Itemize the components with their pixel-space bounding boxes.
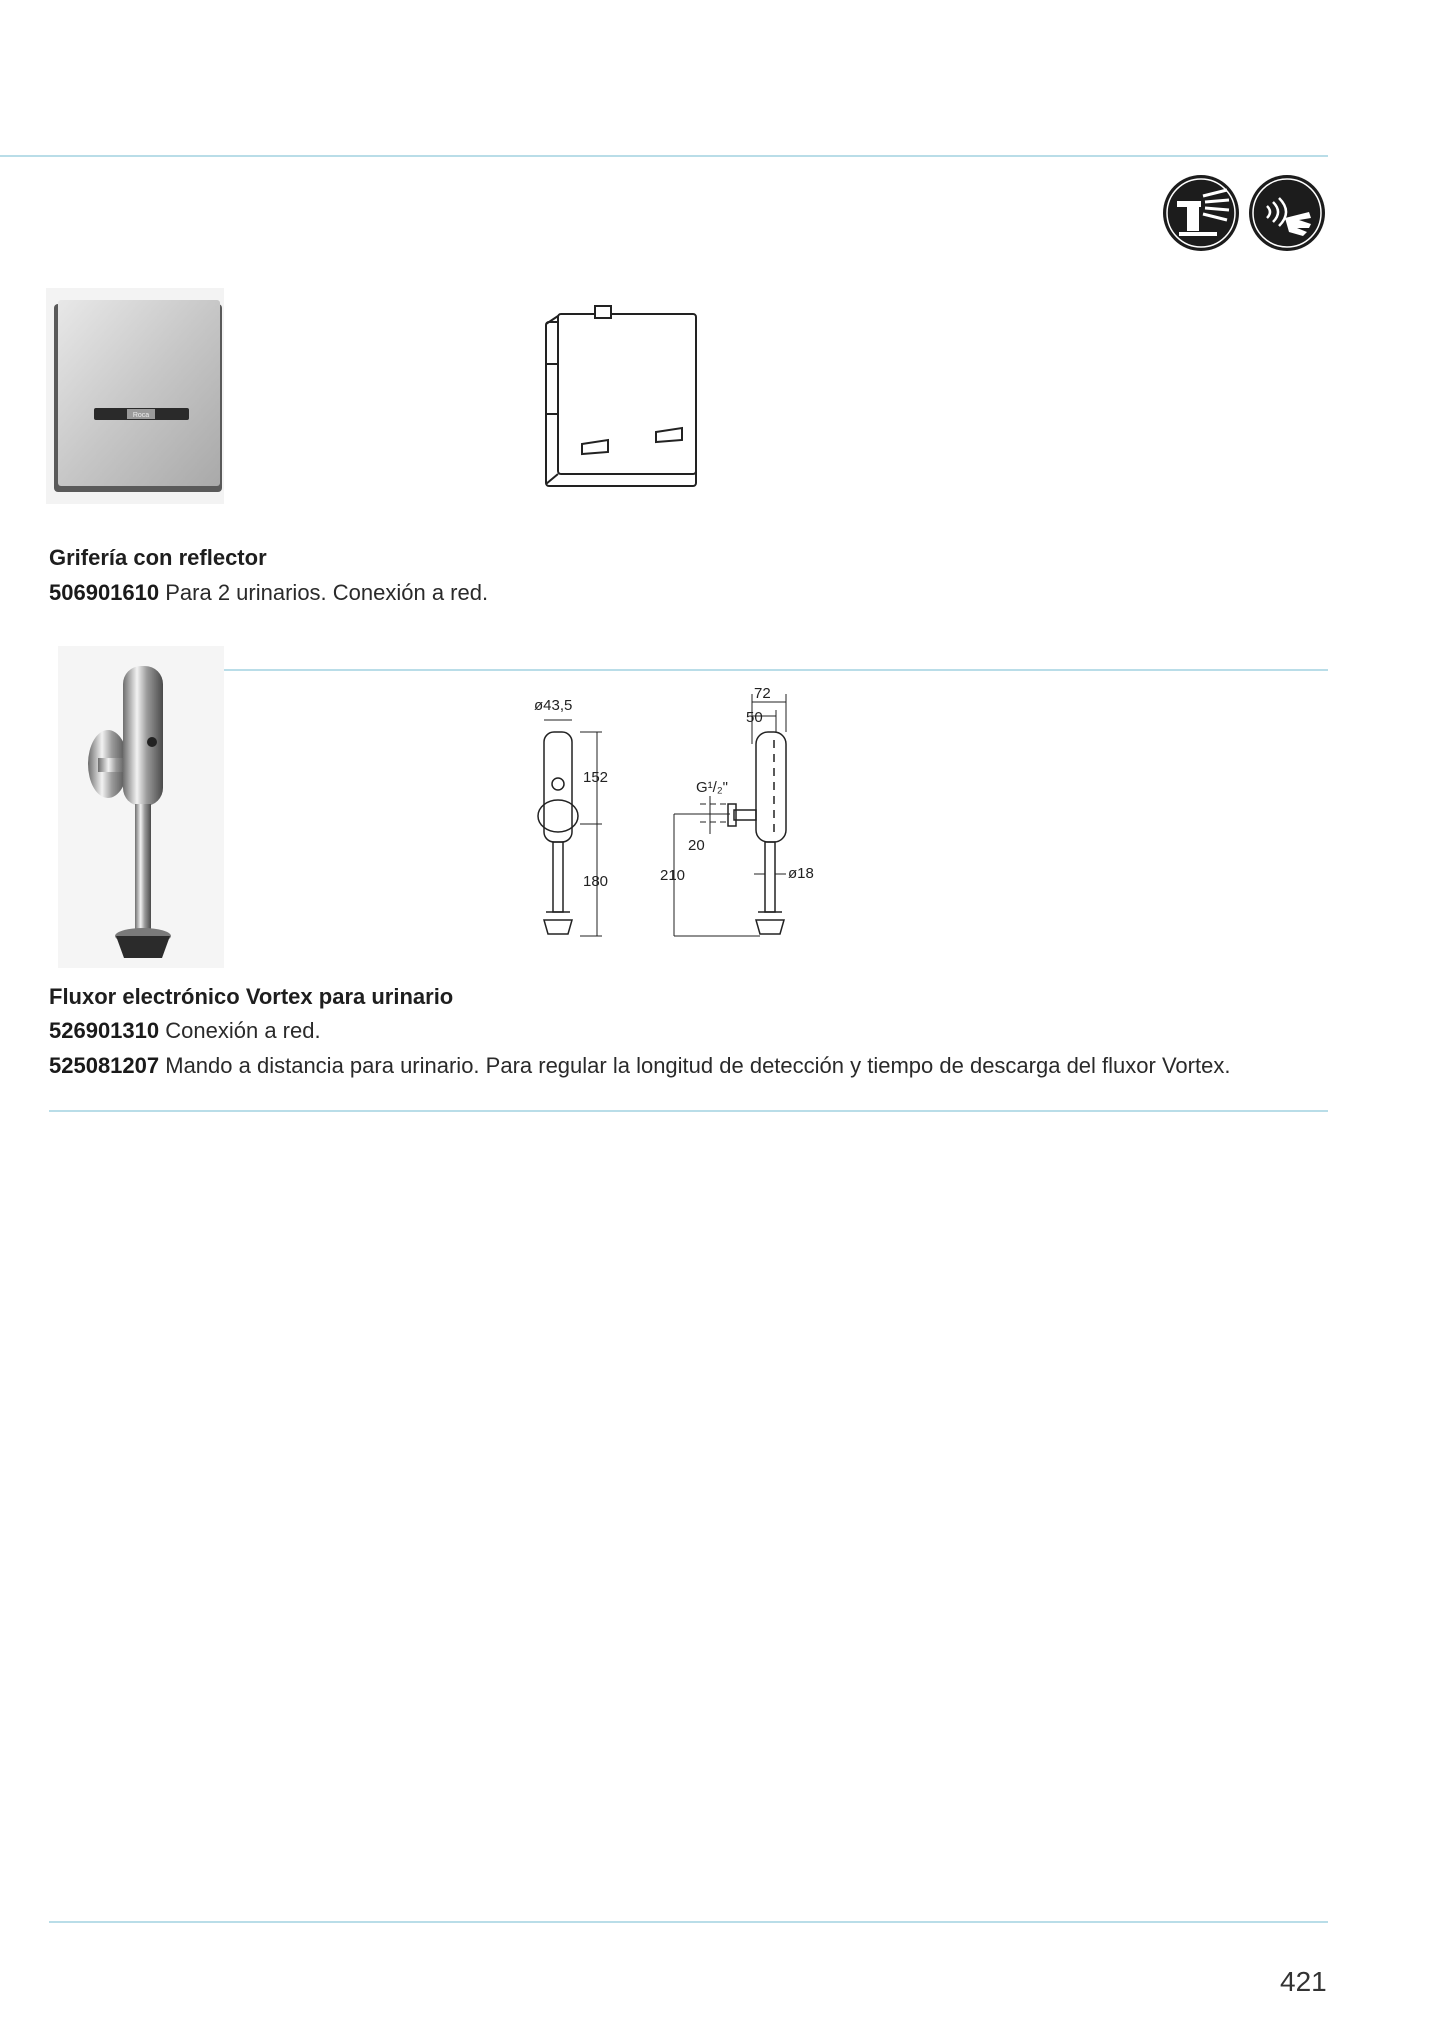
dim-width-total: 72 (754, 685, 771, 702)
section-divider (222, 669, 1328, 671)
footer-divider (49, 1921, 1328, 1923)
product2-title: Fluxor electrónico Vortex para urinario (49, 984, 454, 1009)
section-end-divider (49, 1110, 1328, 1112)
product2-description-1: Conexión a red. (165, 1018, 321, 1043)
product2-code-1: 526901310 (49, 1018, 160, 1043)
product1-title: Grifería con reflector (49, 545, 267, 570)
product2-code-2: 525081207 (49, 1053, 160, 1078)
dim-offset: 20 (688, 837, 705, 854)
sensor-reflector-icon (1163, 175, 1239, 251)
product2-drawing (520, 684, 840, 944)
product1-line (49, 580, 488, 606)
dim-height-pipe: 180 (583, 873, 609, 890)
product2-photo (58, 646, 224, 968)
page-number: 421 (1280, 1966, 1327, 1997)
dim-height-side: 210 (660, 867, 686, 884)
dim-diameter-top: ø43,5 (534, 697, 573, 714)
top-divider (0, 155, 1328, 157)
product1-photo (44, 286, 226, 506)
product2-description-2: Mando a distancia para urinario. Para regular la longitud de detección y tiempo de descarga del fluxor Vortex. (165, 1053, 1231, 1078)
product1-drawing (540, 304, 700, 490)
dim-thread: G¹/₂" (696, 779, 728, 796)
product1-photo-brand: Roca (132, 412, 150, 419)
dim-height-body: 152 (583, 769, 609, 786)
infrared-hand-sensor-icon (1249, 175, 1325, 251)
dim-diameter-pipe: ø18 (788, 865, 814, 882)
product2-line-2 (49, 1053, 1230, 1079)
product1-description: Para 2 urinarios. Conexión a red. (165, 580, 489, 605)
product1-code: 506901610 (49, 580, 160, 605)
header-icons (1163, 174, 1328, 256)
dim-width-body: 50 (746, 709, 763, 726)
product2-line-1 (49, 1018, 321, 1044)
